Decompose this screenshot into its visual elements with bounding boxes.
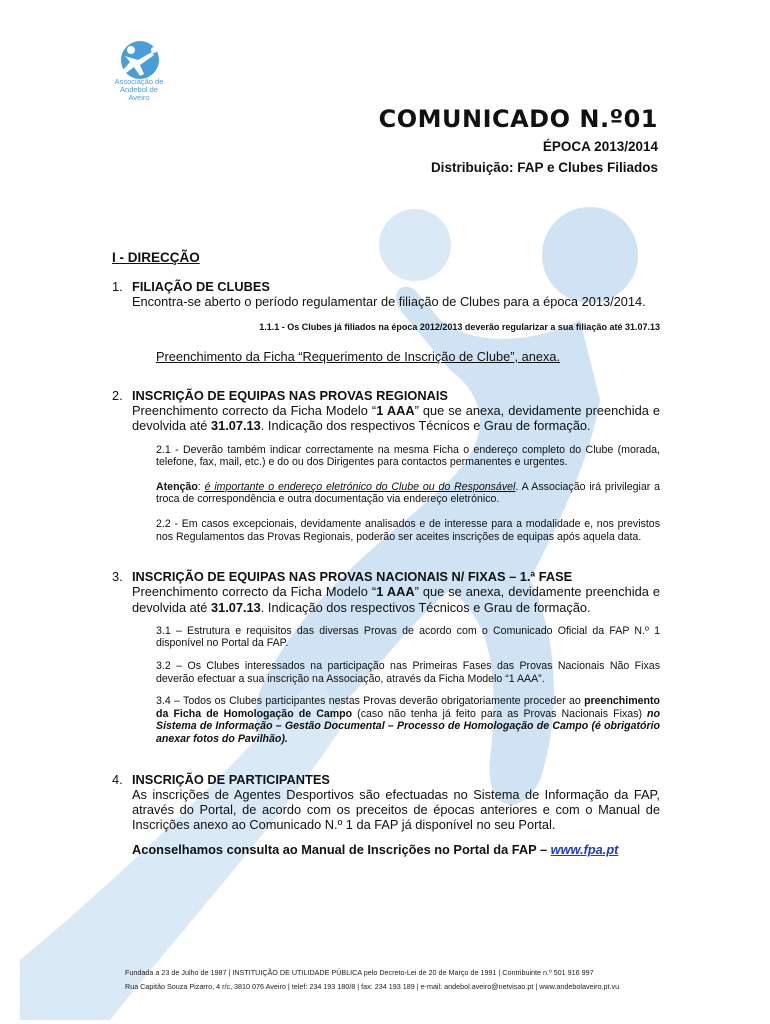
item-participantes (112, 772, 660, 858)
paragraph-2-1: 2.1 - Deverão também indicar correctamente na mesma Ficha o endereço completo do Clube (morada, telefone, fax, mail, etc.) e do ou dos Dirigentes para contactos permanentes e urgentes. (156, 443, 660, 469)
item-number: 4. (112, 771, 123, 787)
document-body (112, 250, 660, 858)
item-text: Preenchimento correcto da Ficha Modelo “1 AAA” que se anexa, devidamente preenchida e devolvida até 31.07.13. Indicação dos respectivos Técnicos e Grau de formação. (132, 584, 660, 615)
document-title: COMUNICADO N.º01 (378, 105, 658, 133)
paragraph-2-2: 2.2 - Em casos excepcionais, devidamente analisados e de interesse para a modalidade e, nos previstos nos Regulamentos das Provas Regionais, poderão ser aceites inscrições de equipas após aquela data. (156, 518, 660, 543)
paragraph-3-4: 3.4 – Todos os Clubes participantes nestas Provas deverão obrigatoriamente proceder ao preenchimento da Ficha de Homologação de Campo (caso não tenha já feito para as Provas Nacionais Fixas) no Sistema de Informação – Gestão Documental – Processo de Homologação de Campo (é obrigatório anexar fotos do Pavilhão). (156, 695, 660, 745)
distribution-label: Distribuição: FAP e Clubes Filiados (430, 160, 658, 175)
atencao-paragraph: Atenção: é importante o endereço eletrónico do Clube ou do Responsável. A Associação irá privilegiar a troca de correspondência e outra documentação via endereço eletrónico. (156, 480, 660, 506)
logo-text (104, 78, 174, 102)
item-text: Preenchimento correcto da Ficha Modelo “1 AAA” que se anexa, devidamente preenchida e devolvida até 31.07.13. Indicação dos respectivos Técnicos e Grau de formação. (132, 403, 660, 434)
item-heading: FILIAÇÃO DE CLUBES (132, 279, 270, 295)
item-number: 2. (112, 388, 123, 404)
season-label: ÉPOCA 2013/2014 (542, 139, 658, 154)
logo-line-3: Aveiro (128, 93, 150, 102)
fpa-link[interactable]: www.fpa.pt (550, 842, 619, 858)
section-title: I - DIRECÇÃO (112, 250, 200, 265)
footer-line-2: Rua Capitão Souza Pizarro, 4 r/c, 3810 076 Aveiro | telef: 234 193 180/8 | fax: 234 193 189 | e-mail: andebol.aveiro@netvisao.pt | www.andebolaveiro.pt.vu (125, 982, 620, 991)
document-footer (125, 966, 685, 994)
ficha-note: Preenchimento da Ficha “Requerimento de Inscrição de Clube”, anexa. (156, 348, 561, 364)
item-number: 1. (112, 279, 123, 295)
item-text: Encontra-se aberto o período regulamentar de filiação de Clubes para a época 2013/2014. (132, 294, 646, 310)
document-header (379, 105, 658, 175)
aconselhamos-line: Aconselhamos consulta ao Manual de Inscrições no Portal da FAP – www.fpa.pt (132, 842, 619, 858)
item-provas-nacionais (112, 569, 660, 745)
logo-line-1: Associação de (114, 77, 164, 86)
item-filiacao (112, 279, 660, 364)
item-number: 3. (112, 569, 123, 585)
paragraph-3-2: 3.2 – Os Clubes interessados na participação nas Primeiras Fases das Provas Nacionais Não Fixas deverão efectuar a sua inscrição na Associação, através da Ficha Modelo “1 AAA”. (156, 659, 660, 685)
item-heading: INSCRIÇÃO DE PARTICIPANTES (132, 771, 330, 787)
item-provas-regionais (112, 388, 660, 543)
item-note: 1.1.1 - Os Clubes já filiados na época 2012/2013 deverão regularizar a sua filiação até 31.07.13 (259, 321, 660, 332)
paragraph-3-1: 3.1 – Estrutura e requisitos das diversas Provas de acordo com o Comunicado Oficial da FAP N.º 1 disponível no Portal da FAP. (156, 624, 660, 650)
footer-line-1: Fundada a 23 de Julho de 1987 | INSTITUIÇÃO DE UTILIDADE PÚBLICA pelo Decreto-Lei de 20 de Março de 1991 | Contribuinte n.º 501 916 997 (125, 968, 594, 977)
logo-line-2: Andebol de (120, 85, 158, 94)
item-heading: INSCRIÇÃO DE EQUIPAS NAS PROVAS REGIONAIS (132, 388, 448, 404)
item-heading: INSCRIÇÃO DE EQUIPAS NAS PROVAS NACIONAIS N/ FIXAS – 1.ª FASE (132, 569, 573, 585)
item-text: As inscrições de Agentes Desportivos são efectuadas no Sistema de Informação da FAP, através do Portal, de acordo com os preceitos de épocas anteriores e com o Manual de Inscrições anexo ao Comunicado N.º 1 da FAP já disponível no seu Portal. (132, 786, 660, 833)
